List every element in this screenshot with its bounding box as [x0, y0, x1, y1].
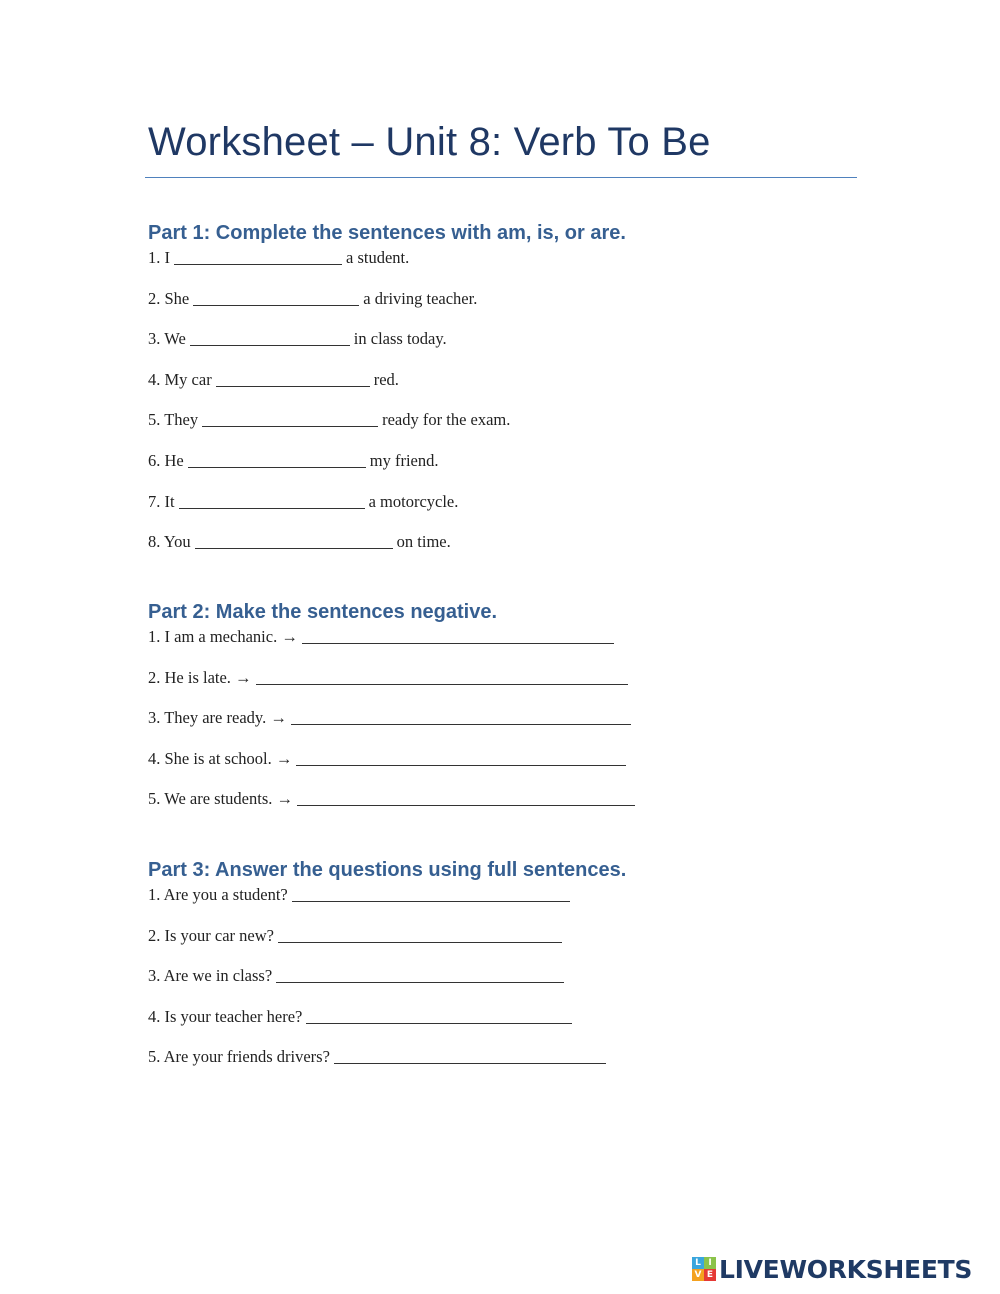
- part-1-item: [148, 410, 868, 451]
- item-ending: on time.: [396, 532, 451, 552]
- item-prompt: 1. I: [148, 248, 170, 267]
- title-divider: [145, 177, 857, 178]
- item-prompt: 5. Are your friends drivers?: [148, 1047, 330, 1067]
- part-2-heading: Part 2: Make the sentences negative.: [148, 601, 498, 623]
- item-prompt: 8. You: [148, 532, 191, 552]
- answer-blank[interactable]: [302, 628, 614, 644]
- part-3-item: [148, 1047, 868, 1088]
- answer-blank[interactable]: [216, 371, 370, 387]
- item-prompt: 4. My car: [148, 369, 212, 389]
- item-prompt: 7. It: [148, 491, 175, 511]
- item-prompt: 1. Are you a student?: [148, 885, 288, 904]
- item-ending: a driving teacher.: [363, 288, 478, 308]
- answer-blank[interactable]: [174, 249, 342, 265]
- item-prompt: 3. They are ready. →: [148, 708, 287, 728]
- answer-blank[interactable]: [179, 493, 365, 509]
- item-prompt: 5. They: [148, 410, 199, 430]
- logo-letter: I: [704, 1257, 716, 1269]
- answer-blank[interactable]: [297, 790, 635, 806]
- item-prompt: 1. I am a mechanic. →: [148, 627, 298, 646]
- answer-blank[interactable]: [292, 886, 570, 902]
- part-1-item: [148, 532, 868, 573]
- part-1-item: [148, 248, 868, 289]
- part-2-item: [148, 668, 868, 709]
- liveworksheets-brand: [692, 1252, 972, 1286]
- item-prompt: 3. Are we in class?: [148, 966, 273, 986]
- part-2-item: [148, 627, 868, 668]
- part-3-item: [148, 926, 868, 967]
- page-title: Worksheet – Unit 8: Verb To Be: [148, 120, 711, 164]
- answer-blank[interactable]: [195, 533, 393, 549]
- item-prompt: 4. Is your teacher here?: [148, 1006, 303, 1026]
- logo-letter: V: [692, 1269, 704, 1281]
- answer-blank[interactable]: [188, 452, 366, 468]
- answer-blank[interactable]: [291, 709, 631, 725]
- item-prompt: 4. She is at school. →: [148, 748, 293, 768]
- part-1-section: [148, 218, 868, 573]
- part-1-heading: Part 1: Complete the sentences with am, is, or are.: [148, 222, 626, 244]
- part-3-heading: Part 3: Answer the questions using full sentences.: [148, 859, 627, 881]
- answer-blank[interactable]: [190, 330, 350, 346]
- part-2-section: [148, 597, 868, 830]
- answer-blank[interactable]: [202, 411, 378, 427]
- item-ending: red.: [373, 369, 399, 389]
- part-3-item: [148, 1007, 868, 1048]
- part-1-item: [148, 451, 868, 492]
- part-1-item: [148, 289, 868, 330]
- part-1-item: [148, 329, 868, 370]
- part-2-item: [148, 749, 868, 790]
- item-prompt: 5. We are students. →: [148, 789, 294, 809]
- part-2-item: [148, 789, 868, 830]
- part-1-item: [148, 370, 868, 411]
- part-3-item: [148, 966, 868, 1007]
- answer-blank[interactable]: [193, 290, 359, 306]
- part-3-section: [148, 855, 868, 1088]
- brand-name: LIVEWORKSHEETS: [719, 1254, 973, 1284]
- answer-blank[interactable]: [276, 967, 564, 983]
- item-prompt: 6. He: [148, 450, 184, 470]
- part-3-item: [148, 885, 868, 926]
- item-ending: my friend.: [369, 450, 439, 470]
- item-prompt: 2. She: [148, 288, 190, 308]
- item-ending: in class today.: [353, 329, 447, 349]
- answer-blank[interactable]: [278, 927, 562, 943]
- part-1-item: [148, 492, 868, 533]
- item-prompt: 3. We: [148, 329, 186, 349]
- answer-blank[interactable]: [296, 750, 626, 766]
- item-ending: ready for the exam.: [382, 410, 511, 430]
- part-2-item: [148, 708, 868, 749]
- item-prompt: 2. Is your car new?: [148, 925, 274, 945]
- item-prompt: 2. He is late. →: [148, 667, 252, 687]
- answer-blank[interactable]: [334, 1048, 606, 1064]
- item-ending: a student.: [346, 248, 410, 267]
- logo-letter: L: [692, 1257, 704, 1269]
- liveworksheets-logo-icon: [692, 1257, 716, 1281]
- item-ending: a motorcycle.: [368, 491, 459, 511]
- answer-blank[interactable]: [256, 669, 628, 685]
- answer-blank[interactable]: [306, 1008, 572, 1024]
- logo-letter: E: [704, 1269, 716, 1281]
